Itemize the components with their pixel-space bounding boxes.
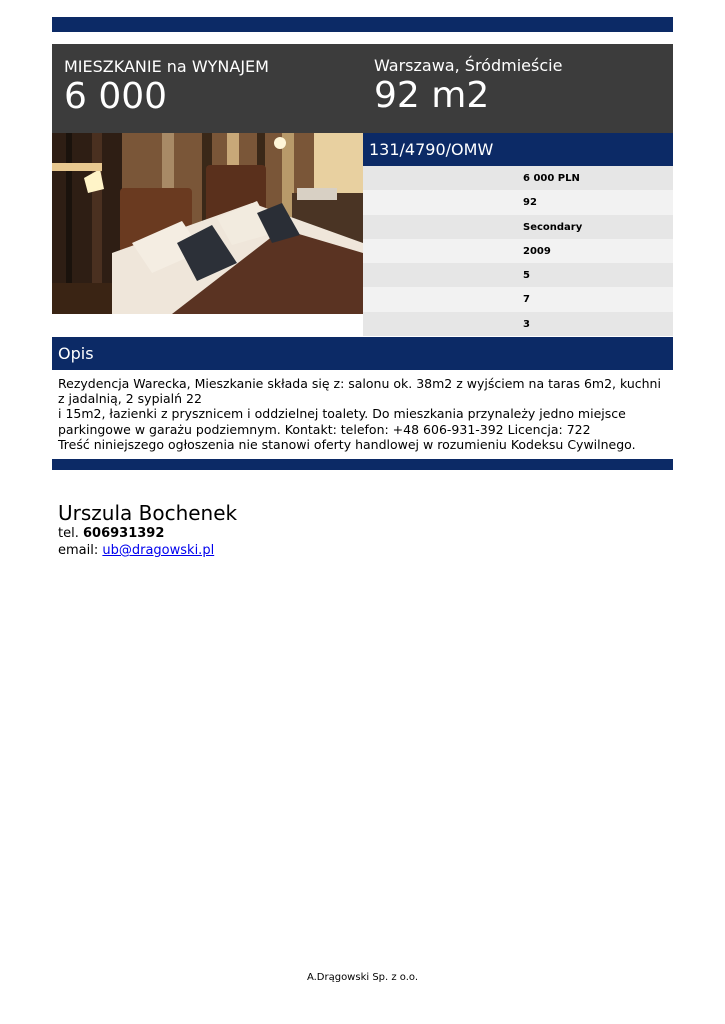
description-line: Rezydencja Warecka, Mieszkanie składa się z: salonu ok. 38m2 z wyjściem na taras 6m2, kuchni z jadalnią, 2 sypialń 22 xyxy=(58,376,661,407)
reference-number: 131/4790/OMW xyxy=(363,133,673,166)
phone-number: 606931392 xyxy=(82,526,165,541)
description-heading: Opis xyxy=(52,337,673,370)
agent-name: Urszula Bochenek xyxy=(58,501,238,525)
detail-value: 92 xyxy=(523,197,537,209)
detail-row-area xyxy=(363,190,673,214)
price: 6 000 xyxy=(64,76,168,117)
detail-row-4 xyxy=(363,263,673,287)
header-left xyxy=(64,57,269,117)
offer-type: MIESZKANIE na WYNAJEM xyxy=(64,57,269,76)
detail-value: 2009 xyxy=(523,245,551,257)
property-photo xyxy=(52,133,363,314)
description-line: i 15m2, łazienki z prysznicem i oddzielnej toalety. Do mieszkania przynależy jedno miejsce parkingowe w garażu podziemnym. Kontakt: telefon: +48 606-931-392 Licencja: 722 xyxy=(58,406,626,437)
agent-email xyxy=(58,542,237,559)
top-bar xyxy=(52,17,673,32)
detail-value: 5 xyxy=(523,270,530,282)
detail-value: 6 000 PLN xyxy=(523,173,580,184)
agent-contact xyxy=(58,501,237,559)
listing-header xyxy=(52,44,673,133)
detail-row-5 xyxy=(363,287,673,311)
area: 92 m2 xyxy=(374,75,490,116)
description-line: Treść niniejszego ogłoszenia nie stanowi oferty handlowej w rozumieniu Kodeksu Cywilnego. xyxy=(58,436,636,452)
detail-value: 3 xyxy=(523,318,530,330)
bottom-bar xyxy=(52,459,673,470)
detail-row-price xyxy=(363,166,673,190)
description-text xyxy=(58,376,670,452)
detail-row-market xyxy=(363,215,673,239)
agent-phone xyxy=(58,525,237,542)
details-table xyxy=(363,166,673,336)
location: Warszawa, Śródmieście xyxy=(374,56,563,75)
footer-company: A.Drągowski Sp. z o.o. xyxy=(306,972,419,983)
detail-row-6 xyxy=(363,312,673,336)
email-label: email: xyxy=(58,543,99,558)
detail-row-year xyxy=(363,239,673,263)
detail-value: 7 xyxy=(523,294,530,306)
email-link[interactable]: ub@dragowski.pl xyxy=(102,543,215,558)
header-right xyxy=(374,56,562,116)
phone-label: tel. xyxy=(58,526,79,541)
detail-value: Secondary xyxy=(523,221,583,233)
